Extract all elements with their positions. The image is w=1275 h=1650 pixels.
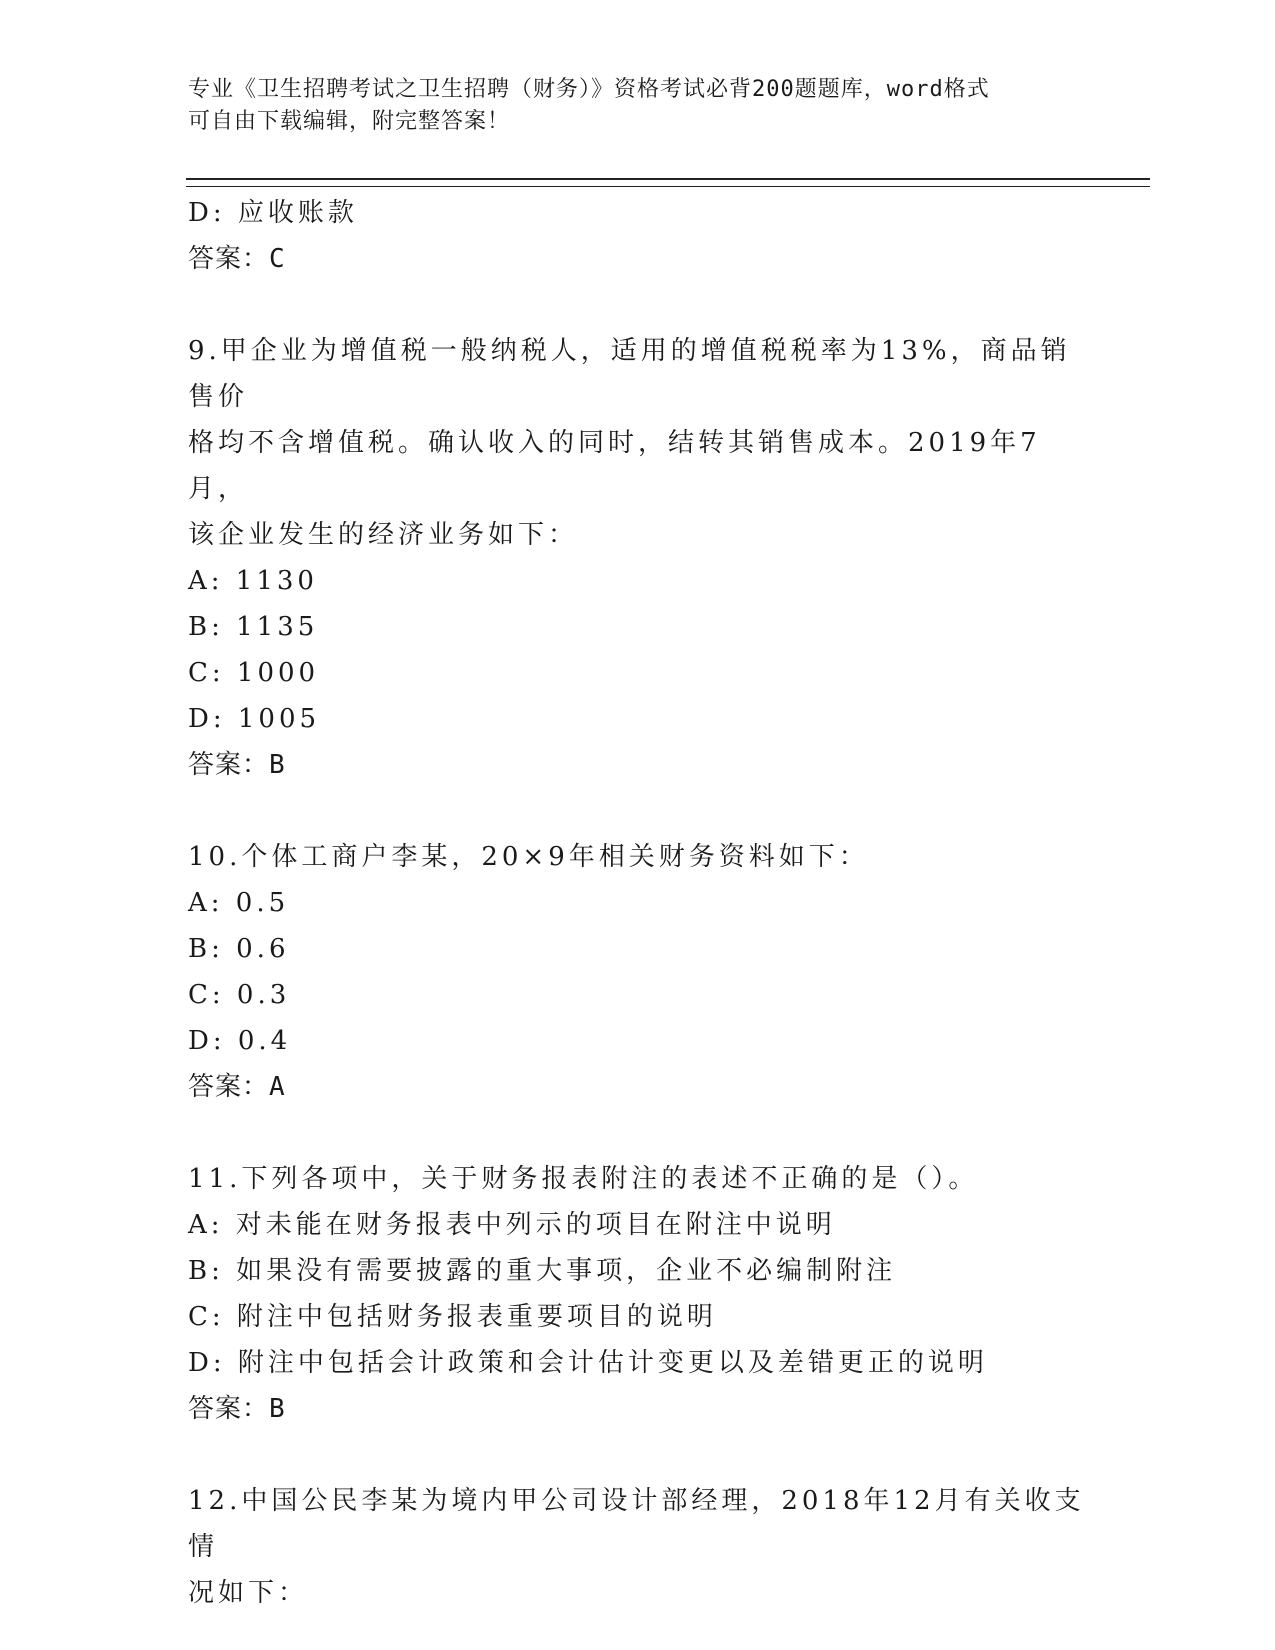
option-b: B: 1135 <box>188 612 319 642</box>
answer-label: 答案：B <box>188 1394 286 1424</box>
header-title-line-2: 可自由下载编辑，附完整答案！ <box>188 109 511 134</box>
question-8-tail <box>188 190 1088 282</box>
option-a: A: 0.5 <box>188 888 290 918</box>
option-c: C: 1000 <box>188 658 320 688</box>
option-a: A: 对未能在财务报表中列示的项目在附注中说明 <box>188 1210 836 1240</box>
question-11-text-line-1: 11.下列各项中，关于财务报表附注的表述不正确的是（）。 <box>188 1164 979 1194</box>
option-c: C: 0.3 <box>188 980 291 1010</box>
question-11 <box>188 1156 1088 1432</box>
option-a: A: 1130 <box>188 566 318 596</box>
answer-label: 答案：C <box>188 244 286 274</box>
question-12-text-line-2: 况如下： <box>188 1578 309 1608</box>
question-9-text-line-3: 该企业发生的经济业务如下： <box>188 520 579 550</box>
question-9-text-line-1: 9.甲企业为增值税一般纳税人，适用的增值税税率为13%，商品销售价 <box>188 336 1071 412</box>
option-b: B: 如果没有需要披露的重大事项，企业不必编制附注 <box>188 1256 897 1286</box>
option-d: D: 1005 <box>188 704 321 734</box>
option-b: B: 0.6 <box>188 934 290 964</box>
header-divider <box>186 178 1150 187</box>
question-12 <box>188 1478 1088 1616</box>
document-header <box>188 74 1068 138</box>
question-10 <box>188 834 1088 1110</box>
question-9-text-line-2: 格均不含增值税。确认收入的同时，结转其销售成本。2019年7月， <box>188 428 1041 504</box>
answer-label: 答案：B <box>188 750 286 780</box>
header-title-line-1: 专业《卫生招聘考试之卫生招聘（财务）》资格考试必背200题题库，word格式 <box>188 77 990 102</box>
option-d: D: 附注中包括会计政策和会计估计变更以及差错更正的说明 <box>188 1348 988 1378</box>
option-c: C: 附注中包括财务报表重要项目的说明 <box>188 1302 717 1332</box>
question-12-text-line-1: 12.中国公民李某为境内甲公司设计部经理，2018年12月有关收支情 <box>188 1486 1085 1562</box>
question-list <box>188 190 1088 1616</box>
option-d: D: 应收账款 <box>188 198 358 228</box>
question-10-text-line-1: 10.个体工商户李某，20×9年相关财务资料如下： <box>188 842 869 872</box>
option-d: D: 0.4 <box>188 1026 292 1056</box>
answer-label: 答案：A <box>188 1072 286 1102</box>
question-9 <box>188 328 1088 788</box>
